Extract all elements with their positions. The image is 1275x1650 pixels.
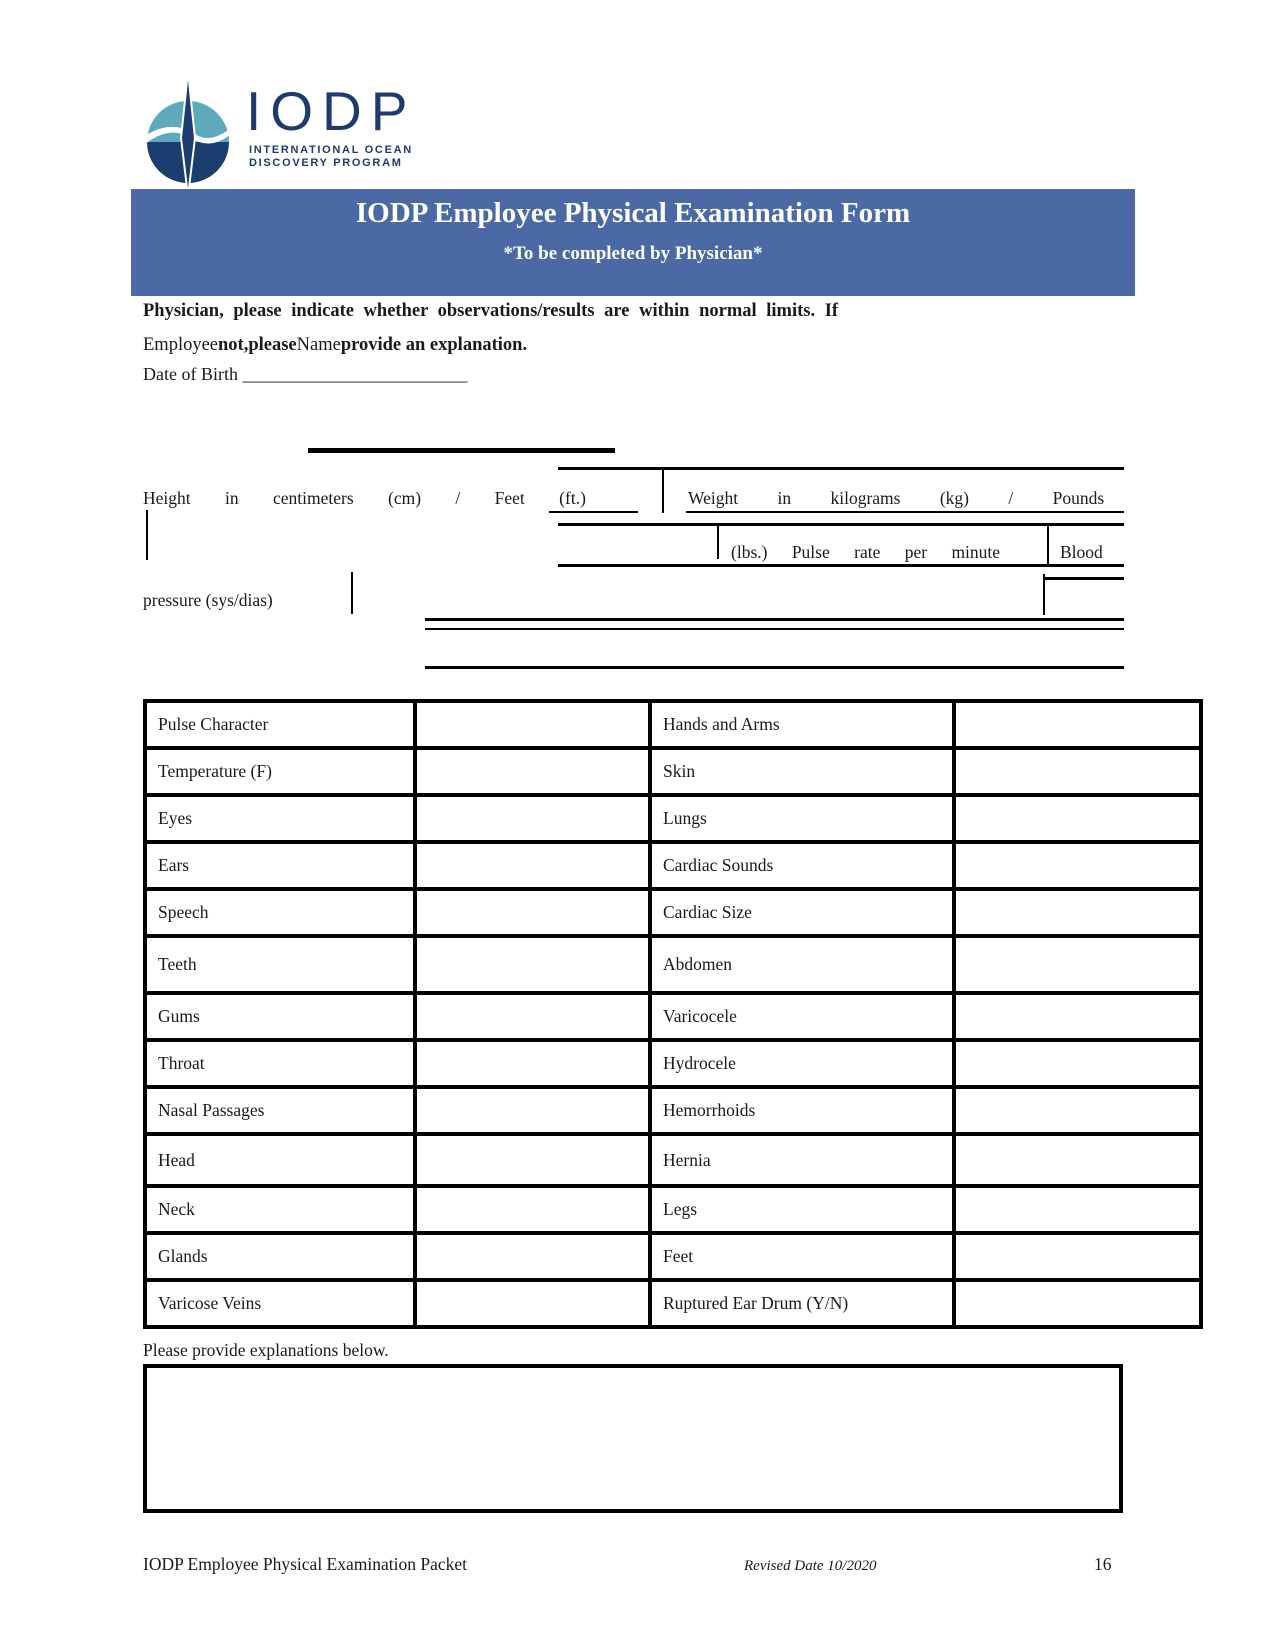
extra-fill-line[interactable] — [425, 666, 1124, 669]
exam-item-label: Speech — [145, 889, 415, 936]
separator-tick-1 — [662, 467, 664, 513]
form-subtitle: *To be completed by Physician* — [503, 243, 763, 264]
separator-tick-2 — [717, 523, 719, 559]
exam-result-cell[interactable] — [954, 701, 1201, 748]
exam-item-label: Cardiac Sounds — [650, 842, 954, 889]
exam-item-label: Hemorrhoids — [650, 1087, 954, 1134]
exam-item-label: Abdomen — [650, 936, 954, 993]
exam-result-cell[interactable] — [954, 936, 1201, 993]
height-label: Height in centimeters (cm) / Feet (ft.) — [143, 488, 586, 508]
exam-item-label: Pulse Character — [145, 701, 415, 748]
iodp-logo-icon — [143, 70, 235, 198]
exam-item-label: Ears — [145, 842, 415, 889]
exam-item-label: Varicose Veins — [145, 1280, 415, 1327]
table-row — [145, 701, 1201, 748]
exam-result-cell[interactable] — [415, 1040, 650, 1087]
footer-revised-date: Revised Date 10/2020 — [744, 1558, 877, 1574]
table-row — [145, 1186, 1201, 1233]
exam-item-label: Cardiac Size — [650, 889, 954, 936]
exam-item-label: Hands and Arms — [650, 701, 954, 748]
logo-tagline-line2: DISCOVERY PROGRAM — [249, 157, 403, 169]
exam-result-cell[interactable] — [954, 1280, 1201, 1327]
table-row — [145, 936, 1201, 993]
exam-result-cell[interactable] — [415, 1280, 650, 1327]
exam-item-label: Throat — [145, 1040, 415, 1087]
employee-word: Employee — [143, 335, 219, 355]
exam-item-label: Temperature (F) — [145, 748, 415, 795]
table-row — [145, 748, 1201, 795]
logo-tagline-line1: INTERNATIONAL OCEAN — [249, 144, 413, 156]
explanations-text-area[interactable] — [143, 1364, 1123, 1513]
blood-label: Blood — [1060, 542, 1103, 562]
pulse-rate-fill-line[interactable] — [558, 564, 1124, 567]
exam-result-cell[interactable] — [415, 1233, 650, 1280]
exam-result-cell[interactable] — [954, 1186, 1201, 1233]
exam-result-cell[interactable] — [954, 889, 1201, 936]
exam-item-label: Feet — [650, 1233, 954, 1280]
exam-result-cell[interactable] — [415, 748, 650, 795]
exam-result-cell[interactable] — [415, 795, 650, 842]
exam-result-cell[interactable] — [954, 795, 1201, 842]
exam-item-label: Nasal Passages — [145, 1087, 415, 1134]
exam-result-cell[interactable] — [415, 889, 650, 936]
pulse-rate-label: (lbs.) Pulse rate per minute — [731, 542, 1001, 562]
table-row — [145, 889, 1201, 936]
exam-result-cell[interactable] — [415, 1087, 650, 1134]
exam-item-label: Eyes — [145, 795, 415, 842]
table-row — [145, 1134, 1201, 1186]
blood-pressure-fill-line-bottom[interactable] — [425, 628, 1124, 630]
table-row — [145, 1280, 1201, 1327]
table-row — [145, 842, 1201, 889]
separator-tick-4 — [1043, 574, 1045, 615]
weight-label-underline — [686, 511, 1124, 513]
exam-item-label: Head — [145, 1134, 415, 1186]
exam-item-label: Varicocele — [650, 993, 954, 1040]
separator-tick-5 — [351, 572, 353, 614]
examination-table — [143, 699, 1203, 1329]
exam-item-label: Lungs — [650, 795, 954, 842]
exam-item-label: Ruptured Ear Drum (Y/N) — [650, 1280, 954, 1327]
employee-name-fill-line[interactable] — [308, 448, 615, 453]
logo-acronym: IODP — [246, 80, 417, 142]
exam-result-cell[interactable] — [954, 842, 1201, 889]
table-row — [145, 795, 1201, 842]
exam-item-label: Gums — [145, 993, 415, 1040]
not-please-word: not,please — [218, 335, 297, 355]
explanations-label: Please provide explanations below. — [143, 1340, 389, 1360]
date-of-birth-row — [143, 364, 467, 385]
exam-result-cell[interactable] — [954, 1040, 1201, 1087]
weight-fill-line[interactable] — [558, 523, 1124, 526]
feet-underline — [549, 511, 638, 513]
date-of-birth-blank[interactable]: _________________________ — [242, 364, 468, 384]
separator-tick-left — [146, 510, 148, 560]
name-word: Name — [296, 335, 341, 355]
exam-item-label: Skin — [650, 748, 954, 795]
exam-result-cell[interactable] — [954, 1233, 1201, 1280]
provide-explanation-word: provide an explanation. — [340, 335, 528, 355]
exam-item-label: Legs — [650, 1186, 954, 1233]
exam-result-cell[interactable] — [954, 993, 1201, 1040]
exam-item-label: Neck — [145, 1186, 415, 1233]
exam-result-cell[interactable] — [954, 1134, 1201, 1186]
exam-item-label: Hydrocele — [650, 1040, 954, 1087]
exam-result-cell[interactable] — [415, 842, 650, 889]
exam-result-cell[interactable] — [415, 1186, 650, 1233]
height-fill-line[interactable] — [558, 467, 1124, 470]
table-row — [145, 1087, 1201, 1134]
table-row — [145, 1040, 1201, 1087]
date-of-birth-label: Date of Birth — [143, 364, 243, 384]
exam-result-cell[interactable] — [415, 701, 650, 748]
blood-short-line — [1043, 577, 1124, 580]
exam-result-cell[interactable] — [954, 1087, 1201, 1134]
blood-pressure-fill-line-top[interactable] — [425, 618, 1124, 621]
footer-page-number: 16 — [1094, 1554, 1112, 1574]
exam-result-cell[interactable] — [954, 748, 1201, 795]
exam-result-cell[interactable] — [415, 936, 650, 993]
form-title-banner — [131, 189, 1135, 296]
instructions-line2 — [143, 335, 527, 356]
exam-result-cell[interactable] — [415, 1134, 650, 1186]
form-title: IODP Employee Physical Examination Form — [355, 197, 911, 229]
exam-item-label: Hernia — [650, 1134, 954, 1186]
table-row — [145, 993, 1201, 1040]
instructions-line1: Physician, please indicate whether observations/results are within normal limits. If — [143, 301, 839, 321]
weight-label: Weight in kilograms (kg) / Pounds — [688, 488, 1105, 508]
separator-tick-3 — [1047, 523, 1049, 565]
footer-document-title: IODP Employee Physical Examination Packet — [143, 1554, 468, 1574]
table-row — [145, 1233, 1201, 1280]
exam-item-label: Teeth — [145, 936, 415, 993]
exam-result-cell[interactable] — [415, 993, 650, 1040]
logo-tagline — [249, 144, 413, 170]
exam-item-label: Glands — [145, 1233, 415, 1280]
pressure-label: pressure (sys/dias) — [143, 590, 273, 610]
